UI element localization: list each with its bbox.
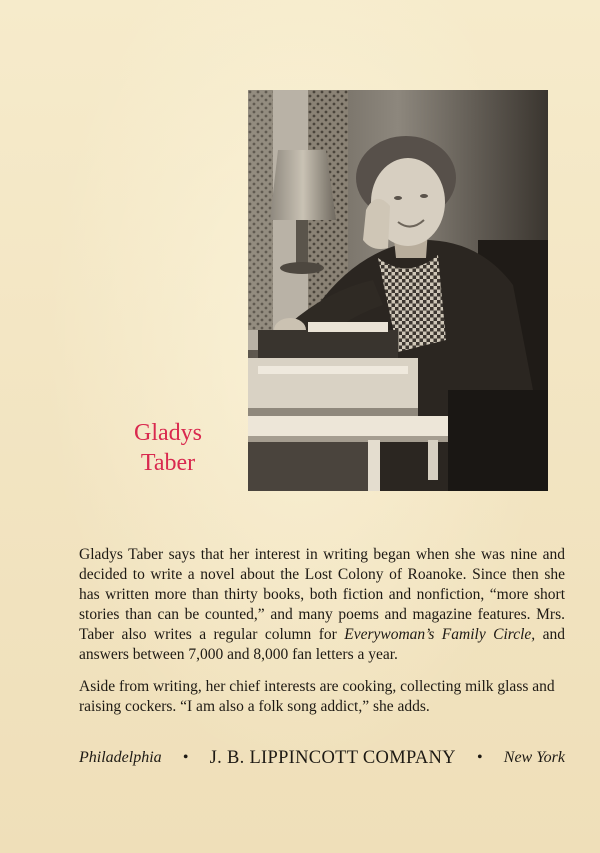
publisher-imprint: [79, 745, 565, 771]
author-name: [118, 418, 218, 478]
separator-dot: •: [182, 749, 189, 766]
publisher-name: J. B. LIPPINCOTT COMPANY: [209, 747, 456, 768]
column-title: Everywoman’s Family Circle,: [344, 626, 536, 643]
bio-paragraph-2: Aside from writing, her chief interests are cooking, collecting milk glass and raising cockers. “I am also a folk song addict,” she adds.: [79, 678, 555, 715]
bio-paragraph-1-end: and answers between 7,000 and 8,000 fan letters a year.: [79, 626, 565, 663]
separator-dot: •: [477, 749, 483, 766]
bio-paragraph-1: [79, 545, 565, 665]
author-photograph: [248, 90, 548, 491]
publisher-city-left: Philadelphia: [79, 749, 162, 766]
author-photo-image: [248, 90, 548, 491]
author-last-name: Taber: [140, 450, 196, 476]
author-first-name: Gladys: [134, 420, 202, 446]
author-biography: [79, 545, 565, 717]
bio-paragraph-1-text: Gladys Taber says that her interest in writing began when she was nine and decided to write a novel about the Lost Colony of Roanoke. Since then she has written more than thirty books, both fiction and nonfiction, “more short stories than can be counted,” and many poems and magazine features. Mrs. Taber also writes a regular column for: [79, 546, 565, 643]
publisher-city-right: New York: [503, 749, 565, 766]
